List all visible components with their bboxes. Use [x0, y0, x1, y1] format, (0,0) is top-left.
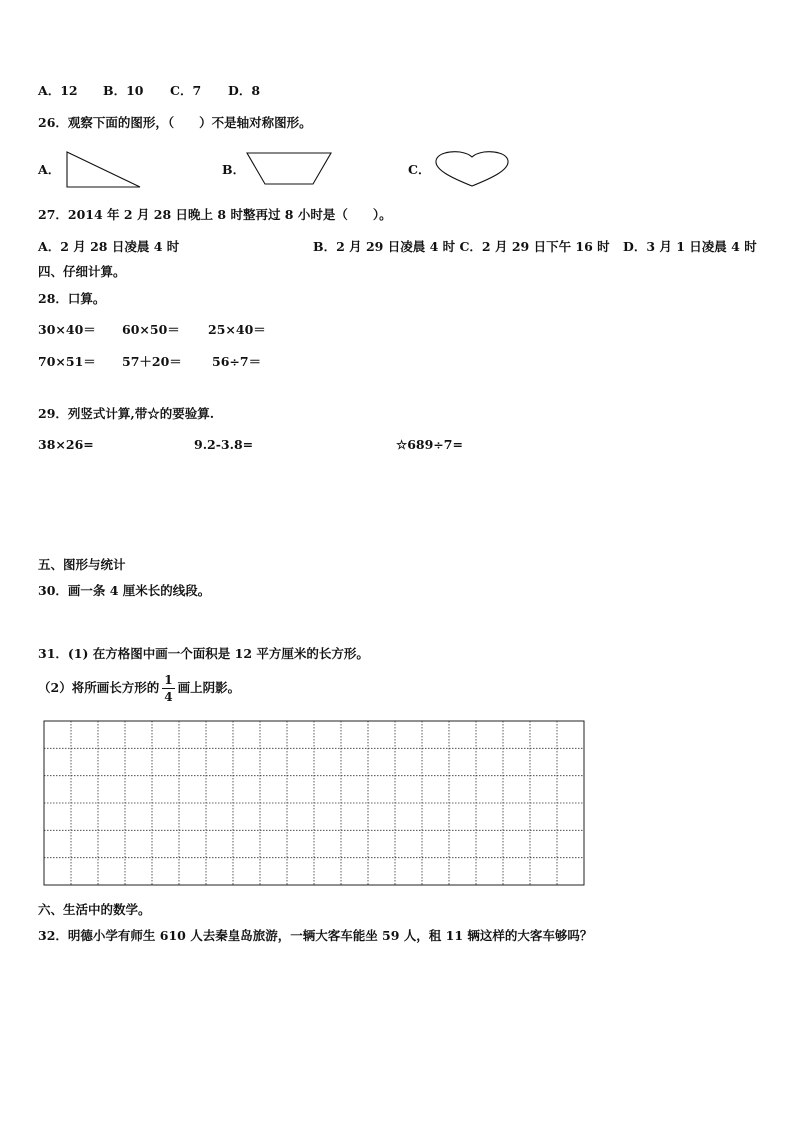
q25-option-d: D．8	[228, 83, 261, 98]
q29-stem: 29．列竖式计算,带☆的要验算.	[38, 406, 215, 421]
q27-option-a: A．2 月 28 日凌晨 4 时	[38, 239, 180, 254]
q26-label-a: A．	[38, 162, 61, 177]
q31-fraction-denominator: 4	[164, 690, 173, 704]
q27-option-bc: B．2 月 29 日凌晨 4 时 C．2 月 29 日下午 16 时	[313, 239, 610, 254]
q28-item-2: 60×50＝	[122, 322, 180, 337]
q28-item-6: 56÷7＝	[212, 354, 262, 369]
q27-stem: 27．2014 年 2 月 28 日晚上 8 时整再过 8 小时是（ ）。	[38, 207, 392, 222]
q27-option-d: D．3 月 1 日凌晨 4 时	[623, 239, 757, 254]
q26-label-c: C．	[408, 162, 431, 177]
q29-item-2: 9.2-3.8=	[194, 437, 254, 452]
section5-title: 五、图形与统计	[38, 557, 126, 572]
heart-icon	[432, 148, 512, 190]
q25-option-c: C．7	[170, 83, 202, 98]
q28-item-5: 57＋20＝	[122, 354, 182, 369]
q25-option-b: B．10	[103, 83, 144, 98]
q28-stem: 28．口算。	[38, 291, 106, 306]
section6-title: 六、生活中的数学。	[38, 902, 151, 917]
q31-fraction	[162, 674, 174, 703]
q26-stem: 26．观察下面的图形，（ ）不是轴对称图形。	[38, 115, 312, 130]
q31-part2-pre: （2）将所画长方形的	[38, 680, 160, 696]
q31-part1: 31．(1) 在方格图中画一个面积是 12 平方厘米的长方形。	[38, 646, 369, 661]
q28-item-1: 30×40＝	[38, 322, 96, 337]
section4-title: 四、仔细计算。	[38, 264, 126, 279]
q31-part2-post: 画上阴影。	[177, 680, 241, 696]
q26-label-b: B．	[222, 162, 246, 177]
square-grid[interactable]	[43, 720, 585, 886]
q28-item-3: 25×40＝	[208, 322, 266, 337]
q29-item-1: 38×26=	[38, 437, 94, 452]
q29-item-3: ☆689÷7=	[396, 437, 463, 452]
q28-item-4: 70×51＝	[38, 354, 96, 369]
right-triangle-icon	[64, 149, 144, 191]
trapezoid-icon	[244, 150, 334, 188]
q25-option-a: A．12	[38, 83, 78, 98]
q30-stem: 30．画一条 4 厘米长的线段。	[38, 583, 211, 598]
q31-part2	[38, 674, 240, 703]
q31-fraction-numerator: 1	[164, 673, 173, 687]
q32-stem: 32．明德小学有师生 610 人去秦皇岛旅游，一辆大客车能坐 59 人，租 11 辆这样的大客车够吗？	[38, 928, 593, 943]
